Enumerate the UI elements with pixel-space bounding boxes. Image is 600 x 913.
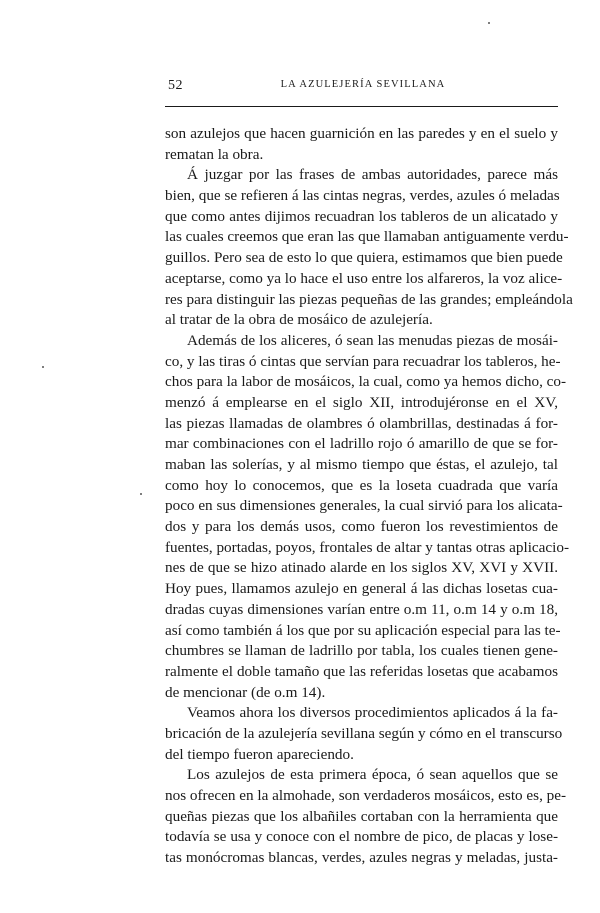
text-line: bien, que se refieren á las cintas negras, verdes, azules ó meladas xyxy=(165,187,560,205)
print-speck xyxy=(140,493,142,495)
text-line: aceptarse, como ya lo hace el uso entre los alfareros, la voz alice- xyxy=(165,269,563,287)
text-line: como hoy lo conocemos, que es la loseta cuadrada que varía xyxy=(165,476,558,494)
text-line: Los azulejos de esta primera época, ó sean aquellos que se xyxy=(187,766,558,784)
text-line: son azulejos que hacen guarnición en las paredes y en el suelo y xyxy=(165,125,558,142)
print-speck xyxy=(488,22,490,24)
text-line: las cuales creemos que eran las que llamaban antiguamente verdu- xyxy=(165,228,569,246)
text-line: dradas cuyas dimensiones varían entre o.m 11, o.m 14 y o.m 18, xyxy=(165,600,558,618)
text-line: fuentes, portadas, poyos, frontales de altar y tantas otras aplicacio- xyxy=(165,538,570,556)
text-line: las piezas llamadas de olambres ó olambrillas, destinadas á for- xyxy=(165,414,558,432)
text-line: Hoy pues, llamamos azulejo en general á las dichas losetas cua- xyxy=(165,580,558,598)
text-line: rematan la obra. xyxy=(165,145,264,163)
text-line: de mencionar (de o.m 14). xyxy=(165,683,326,701)
text-line: nos ofrecen en la almohade, son verdaderos mosáicos, esto es, pe- xyxy=(165,787,567,804)
text-line: maban las solerías, y al mismo tiempo que éstas, el azulejo, tal xyxy=(165,456,558,473)
text-line: Además de los aliceres, ó sean las menudas piezas de mosái- xyxy=(187,331,558,349)
running-title: LA AZULEJERÍA SEVILLANA xyxy=(280,79,446,90)
text-line: que como antes dijimos recuadran los tableros de un alicatado y xyxy=(165,207,558,225)
text-line: Á juzgar por las frases de ambas autoridades, parece más xyxy=(187,166,558,184)
text-line: poco en sus dimensiones generales, la cual sirvió para los alicata- xyxy=(165,497,563,515)
text-line: mar combinaciones con el ladrillo rojo ó amarillo de que se for- xyxy=(165,435,558,453)
text-line: así como también á los que por su aplicación especial para las te- xyxy=(165,621,561,639)
text-line: guillos. Pero sea de esto lo que quiera, estimamos que bien puede xyxy=(165,249,563,267)
text-line: chos para la labor de mosáicos, la cual, como ya hemos dicho, co- xyxy=(165,373,567,391)
text-line: Veamos ahora los diversos procedimientos aplicados á la fa- xyxy=(187,704,558,722)
text-line: co, y las tiras ó cintas que servían para recuadrar los tableros, he- xyxy=(165,352,561,370)
text-line: todavía se usa y conoce con el nombre de pico, de placas y lose- xyxy=(165,828,558,846)
page-number: 52 xyxy=(168,78,183,93)
header-rule xyxy=(165,106,558,107)
print-speck xyxy=(42,366,44,368)
page-header xyxy=(168,78,558,96)
text-line: bricación de la azulejería sevillana según y cómo en el transcurso xyxy=(165,724,563,742)
text-line: tas monócromas blancas, verdes, azules negras y meladas, justa- xyxy=(165,849,558,867)
text-line: al tratar de la obra de mosáico de azulejería. xyxy=(165,311,433,329)
text-line: queñas piezas que los albañiles cortaban con la herramienta que xyxy=(165,807,558,825)
text-line: nes de que se hizo atinado alarde en los siglos XV, XVI y XVII. xyxy=(165,559,558,577)
text-line: ralmente el doble tamaño que las referidas losetas que acabamos xyxy=(165,662,558,680)
text-line: del tiempo fueron apareciendo. xyxy=(165,745,354,763)
text-line: menzó á emplearse en el siglo XII, introdujéronse en el XV, xyxy=(165,393,558,411)
body-text xyxy=(165,124,573,869)
text-line: chumbres se llaman de ladrillo por tabla, los cuales tienen gene- xyxy=(165,642,558,660)
text-line: res para distinguir las piezas pequeñas de las grandes; empleándola xyxy=(165,290,573,308)
text-line: dos y para los demás usos, como fueron los revestimientos de xyxy=(165,518,558,536)
